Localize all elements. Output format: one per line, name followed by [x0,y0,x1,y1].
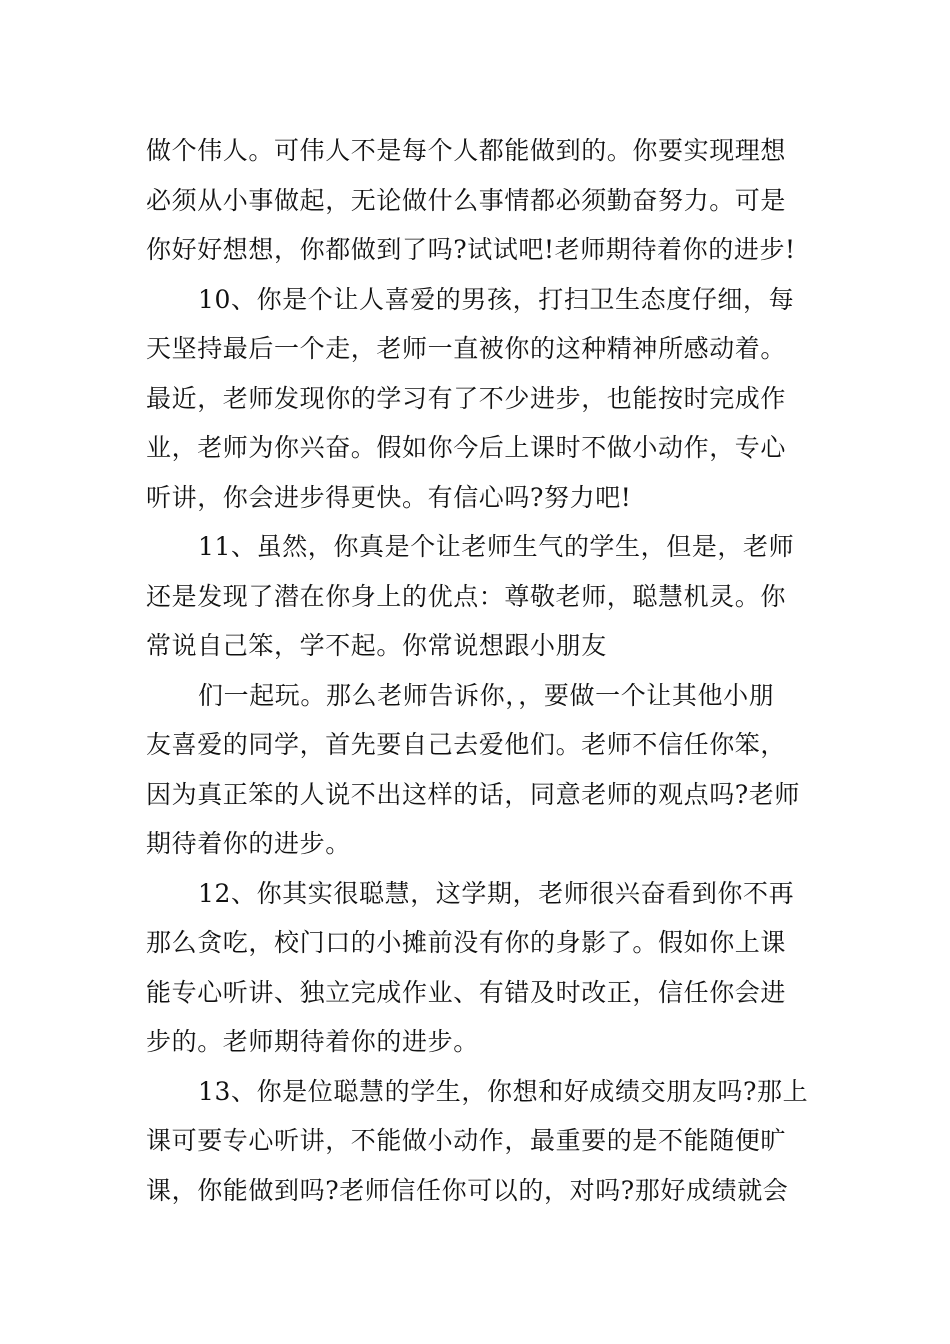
text-line: 课，你能做到吗?老师信任你可以的，对吗?那好成绩就会 [146,1175,789,1205]
paragraph-start-13: 13、你是位聪慧的学生，你想和好成绩交朋友吗?那上 [198,1076,809,1106]
text-line: 还是发现了潜在你身上的优点：尊敬老师，聪慧机灵。你 [146,581,787,611]
text-line: 课可要专心听讲，不能做小动作，最重要的是不能随便旷 [146,1126,787,1155]
paragraph-start-12: 12、你其实很聪慧，这学期，老师很兴奋看到你不再 [198,878,795,908]
paragraph-start-11: 11、虽然，你真是个让老师生气的学生，但是，老师 [198,532,795,561]
text-line: 你好好想想，你都做到了吗?试试吧!老师期待着你的进步! [146,235,796,264]
text-line: 步的。老师期待着你的进步。 [146,1027,479,1056]
text-line: 做个伟人。可伟人不是每个人都能做到的。你要实现理想 [146,136,787,165]
paragraph-continuation: 们一起玩。那么老师告诉你，，要做一个让其他小朋 [198,680,775,710]
text-line: 能专心听讲、独立完成作业、有错及时改正，信任你会进 [146,977,787,1007]
text-line: 友喜爱的同学，首先要自己去爱他们。老师不信任你笨， [146,730,787,759]
text-line: 天坚持最后一个走，老师一直被你的这种精神所感动着。 [146,334,787,363]
text-line: 最近，老师发现你的学习有了不少进步，也能按时完成作 [146,383,787,413]
paragraph-start-10: 10、你是个让人喜爱的男孩，打扫卫生态度仔细，每 [198,284,795,314]
text-line: 那么贪吃，校门口的小摊前没有你的身影了。假如你上课 [146,928,787,957]
text-line: 业，老师为你兴奋。假如你今后上课时不做小动作，专心 [146,433,787,462]
text-line: 必须从小事做起，无论做什么事情都必须勤奋努力。可是 [146,185,787,215]
text-line: 常说自己笨，学不起。你常说想跟小朋友 [146,631,607,660]
text-line: 听讲，你会进步得更快。有信心吗?努力吧! [146,482,632,512]
document-body [146,126,808,1215]
text-line: 期待着你的进步。 [146,829,351,858]
text-line: 因为真正笨的人说不出这样的话，同意老师的观点吗?老师 [146,779,801,809]
